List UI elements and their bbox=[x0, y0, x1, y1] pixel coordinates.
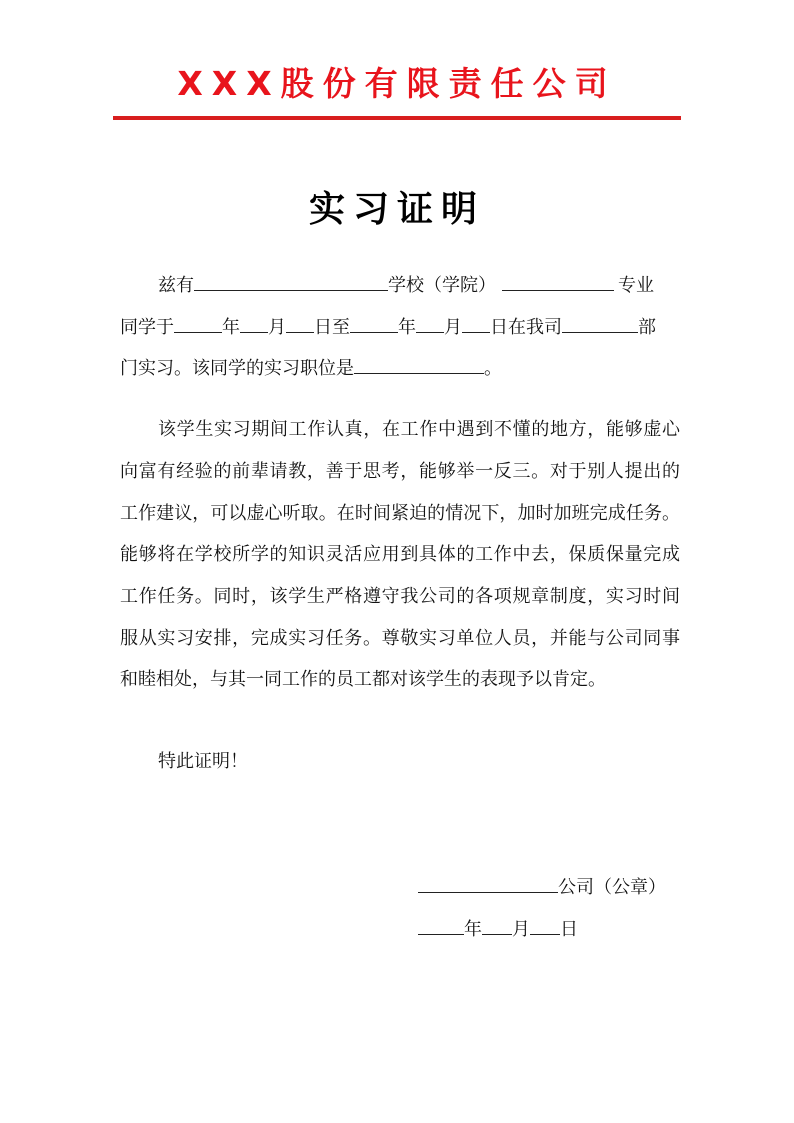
body-line: 和睦相处，与其一同工作的员工都对该学生的表现予以肯定。 bbox=[120, 669, 606, 690]
body-line: 服从实习安排，完成实习任务。尊敬实习单位人员，并能与公司同事 bbox=[120, 628, 680, 649]
date-label: 月 bbox=[512, 919, 530, 940]
intro-text: 门实习。该同学的实习职位是 bbox=[120, 358, 354, 379]
major-blank bbox=[502, 270, 614, 291]
school-blank bbox=[194, 270, 388, 291]
body-line: 该学生实习期间工作认真，在工作中遇到不懂的地方，能够虚心 bbox=[158, 419, 680, 440]
company-name: XXX股份有限责任公司 bbox=[177, 64, 617, 103]
start-day-blank bbox=[286, 312, 314, 333]
sign-month-blank bbox=[482, 914, 512, 935]
signature-company-line bbox=[418, 872, 688, 902]
position-blank bbox=[354, 353, 484, 374]
start-year-blank bbox=[174, 312, 222, 333]
intro-line-3 bbox=[120, 353, 680, 383]
intro-text: 兹有 bbox=[158, 275, 194, 296]
intro-text: 专业 bbox=[618, 275, 654, 296]
body-line: 能够将在学校所学的知识灵活应用到具体的工作中去，保质保量完成 bbox=[120, 544, 680, 565]
intro-text: 同学于 bbox=[120, 317, 174, 338]
intro-text: 。 bbox=[484, 358, 502, 379]
signature-date-line bbox=[418, 914, 688, 944]
body-line: 向富有经验的前辈请教，善于思考，能够举一反三。对于别人提出的 bbox=[120, 461, 680, 482]
intro-text: 年 bbox=[398, 317, 416, 338]
closing-text: 特此证明！ bbox=[158, 751, 248, 772]
document-title: 实习证明 bbox=[308, 189, 485, 230]
start-month-blank bbox=[240, 312, 268, 333]
end-year-blank bbox=[350, 312, 398, 333]
sign-year-blank bbox=[418, 914, 464, 935]
intro-text: 年 bbox=[222, 317, 240, 338]
intro-text: 日在我司 bbox=[490, 317, 562, 338]
company-blank bbox=[418, 872, 558, 893]
intro-line-2 bbox=[120, 312, 680, 342]
date-label: 年 bbox=[464, 919, 482, 940]
body-line: 工作建议，可以虚心听取。在时间紧迫的情况下，加时加班完成任务。 bbox=[120, 503, 680, 524]
body-line: 工作任务。同时，该学生严格遵守我公司的各项规章制度，实习时间 bbox=[120, 586, 680, 607]
department-blank bbox=[562, 312, 638, 333]
date-label: 日 bbox=[560, 919, 578, 940]
end-month-blank bbox=[416, 312, 444, 333]
intro-line-1 bbox=[158, 270, 680, 300]
intro-text: 日至 bbox=[314, 317, 350, 338]
sign-day-blank bbox=[530, 914, 560, 935]
end-day-blank bbox=[462, 312, 490, 333]
header-rule bbox=[113, 116, 681, 120]
intro-text: 部 bbox=[638, 317, 656, 338]
intro-text: 月 bbox=[268, 317, 286, 338]
intro-text: 月 bbox=[444, 317, 462, 338]
company-seal-label: 公司（公章） bbox=[558, 877, 666, 898]
intro-text: 学校（学院） bbox=[388, 275, 496, 296]
